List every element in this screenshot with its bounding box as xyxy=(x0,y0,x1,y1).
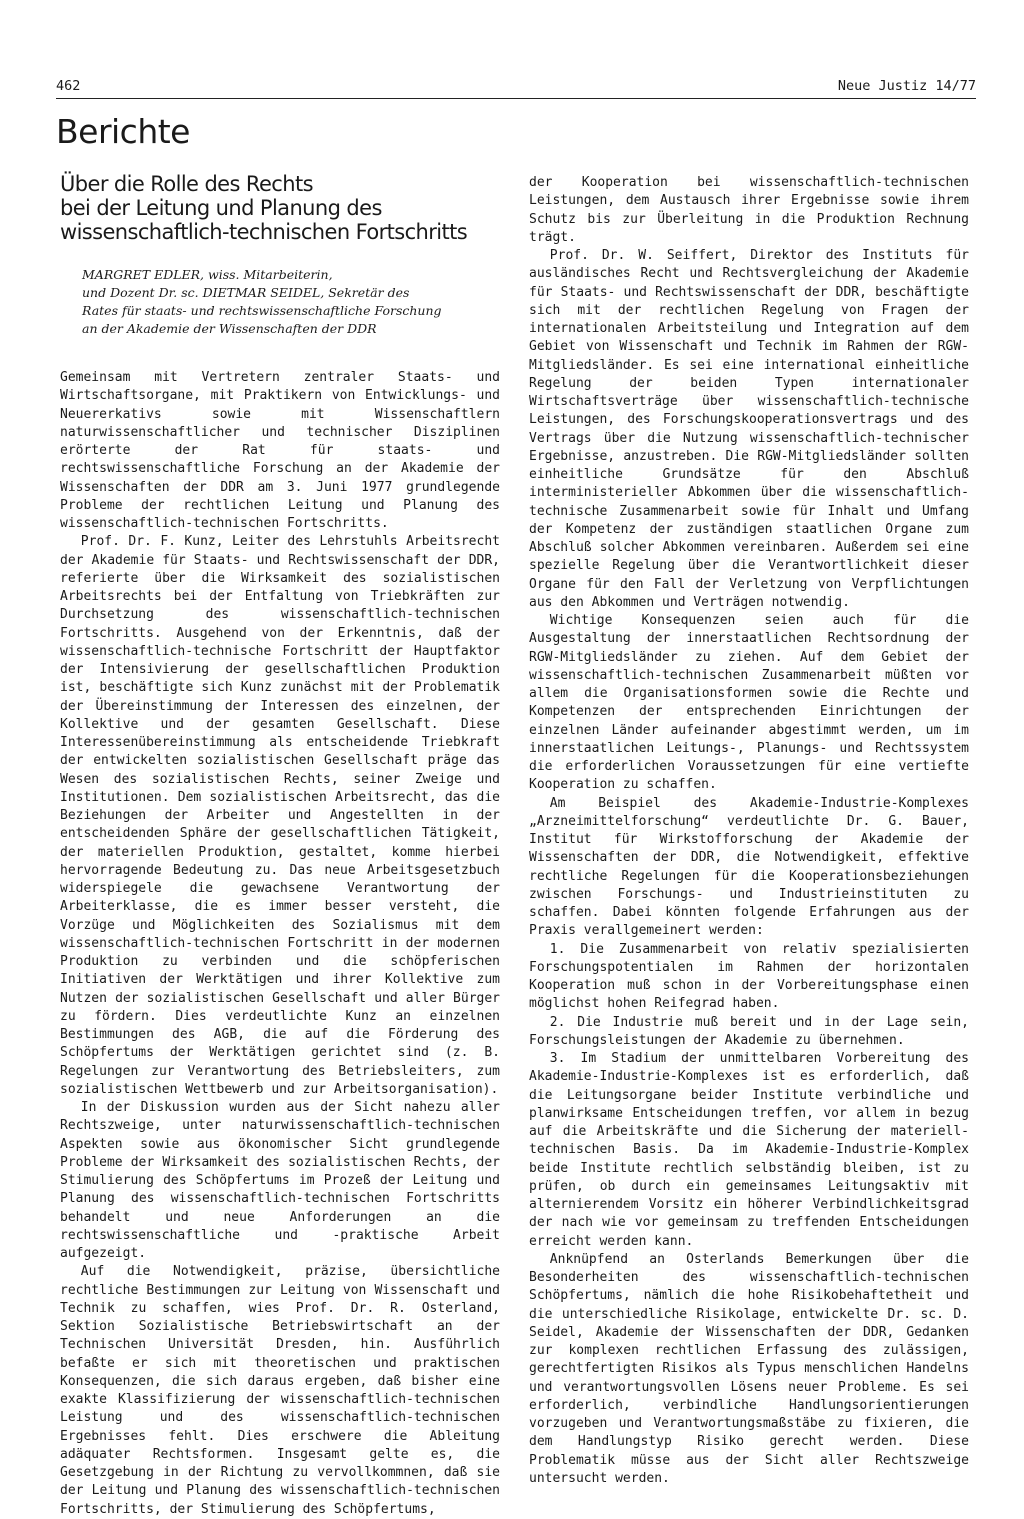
journal-issue: Neue Justiz 14/77 xyxy=(837,78,976,94)
body-paragraph: Anknüpfend an Osterlands Bemerkungen über die Besonderheiten des wissenschaftlich-technischen Schöpfertums, nämlich die hohe Risikobehaftetheit und die unterschiedliche Risikolage, entwickelte Dr. sc. D. Seidel, Akademie der Wissenschaften der DDR, Gedanken zur komplexen rechtlichen Erfassung des zulässigen, gerechtfertigten Risikos als Typus menschlichen Handelns und verantwortungsvollen Lösens neuer Probleme. Es sei erforderlich, verbindliche Handlungsorientierungen vorzugeben und Verantwortungsmaßstäbe zu fixieren, die dem Handlungstyp Risiko gerecht werden. Diese Problematik müsse aus der Sicht aller Rechtszweige untersucht werden. xyxy=(529,1251,969,1486)
author-line: und Dozent Dr. sc. DIETMAR SEIDEL, Sekretär des xyxy=(82,285,410,300)
body-paragraph: der Kooperation bei wissenschaftlich-technischen Leistungen, dem Austausch ihrer Ergebnisse sowie ihrem Schutz bis zur Überleitung in die Produktion Rechnung trägt. xyxy=(529,175,969,245)
section-title: Berichte xyxy=(56,112,190,151)
body-paragraph: Prof. Dr. W. Seiffert, Direktor des Instituts für ausländisches Recht und Rechtsvergleichung der Akademie für Staats- und Rechtswissenschaft der DDR, beschäftigte sich mit der rechtlichen Regelung von Fragen der internationalen Arbeitsteilung und Integration auf dem Gebiet von Wissenschaft und Technik im Rahmen der RGW-Mitgliedsländer. Es sei eine international einheitliche Regelung der beiden Typen internationaler Wirtschaftsverträge über wissenschaftlich-technische Leistungen, des Forschungskooperationsvertrags und des Vertrags über die Nutzung wissenschaftlich-technischer Ergebnisse, anzustreben. Die RGW-Mitgliedsländer sollten einheitliche Grundsätze für den Abschluß interministerieller Abkommen über die wissenschaftlich-technische Zusammenarbeit sowie für Inhalt und Umfang der Kompetenz der zuständigen staatlichen Organe zum Abschluß solcher Abkommen vereinbaren. Außerdem sei eine spezielle Regelung über die Verantwortlichkeit dieser Organe für den Fall der Verletzung von Verpflichtungen aus den Abkommen und Verträgen notwendig. xyxy=(529,248,969,610)
body-paragraph: Gemeinsam mit Vertretern zentraler Staats- und Wirtschaftsorgane, mit Praktikern von Entwicklungs- und Neuererkativs sowie mit Wissenschaftlern naturwissenschaftlicher und technischer Disziplinen erörterte der Rat für staats- und rechtswissenschaftliche Forschung an der Akademie der Wissenschaften der DDR am 3. Juni 1977 grundlegende Probleme der rechtlichen Leitung und Planung des wissenschaftlich-technischen Fortschritts. xyxy=(60,370,500,531)
author-line: MARGRET EDLER, wiss. Mitarbeiterin, xyxy=(82,267,333,282)
author-line: Rates für staats- und rechtswissenschaftliche Forschung xyxy=(82,303,442,318)
list-item: 3. Im Stadium der unmittelbaren Vorbereitung des Akademie-Industrie-Komplexes ist es erforderlich, daß die Leitungsorgane beider Institute verbindliche und planwirksame Entscheidungen treffen, vor allem in bezug auf die Arbeitskräfte und die Sicherung der materiell-technischen Basis. Da im Akademie-Industrie-Komplex beide Institute rechtlich selbständig bleiben, ist zu prüfen, ob durch ein gemeinsames Leitungsaktiv mit alternierendem Vorsitz ein höherer Verbindlichkeitsgrad der nach wie vor gemeinsam zu treffenden Entscheidungen erreicht werden kann. xyxy=(529,1051,969,1249)
author-line: an der Akademie der Wissenschaften der DDR xyxy=(82,321,377,336)
body-paragraph: Auf die Notwendigkeit, präzise, übersichtliche rechtliche Bestimmungen zur Leitung von Wissenschaft und Technik zu schaffen, wies Prof. Dr. R. Osterland, Sektion Sozialistische Betriebswirtschaft an der Technischen Universität Dresden, hin. Ausführlich befaßte er sich mit theoretischen und praktischen Konsequenzen, die sich daraus ergeben, daß bisher eine exakte Klassifizierung der wissenschaftlich-technischen Leistung und des wissenschaftlich-technischen Ergebnisses fehlt. Dies erschwere die Ableitung adäquater Rechtsformen. Insgesamt gelte es, die Gesetzgebung in der Richtung zu vervollkommnen, daß sie der Leitung und Planung des wissenschaftlich-technischen Fortschritts, der Stimulierung des Schöpfertums, xyxy=(60,1264,500,1517)
article-title-line: Über die Rolle des Rechts xyxy=(60,172,313,196)
page-header xyxy=(56,76,976,99)
body-paragraph: Am Beispiel des Akademie-Industrie-Komplexes „Arzneimittelforschung“ verdeutlichte Dr. G. Bauer, Institut für Wirkstofforschung der Akademie der Wissenschaften der DDR, die Notwendigkeit, effektive rechtliche Regelungen für die Kooperationsbeziehungen zwischen Forschungs- und Industrieinstituten zu schaffen. Dabei könnten folgende Erfahrungen aus der Praxis verallgemeinert werden: xyxy=(529,795,969,939)
body-paragraph: In der Diskussion wurden aus der Sicht nahezu aller Rechtszweige, unter naturwissenschaftlich-technischen Aspekten sowie aus ökonomischer Sicht grundlegende Probleme der Wirksamkeit des sozialistischen Rechts, der Stimulierung des Schöpfertums im Prozeß der Leitung und Planung des wissenschaftlich-technischen Fortschritts behandelt und neue Anforderungen an die rechtswissenschaftliche und -praktische Arbeit aufgezeigt. xyxy=(60,1100,500,1261)
article-title-line: wissenschaftlich-technischen Fortschritts xyxy=(60,220,468,244)
page-number: 462 xyxy=(56,78,81,94)
article-authors xyxy=(82,266,492,338)
left-column xyxy=(60,369,500,1519)
body-paragraph: Wichtige Konsequenzen seien auch für die Ausgestaltung der innerstaatlichen Rechtsordnung der RGW-Mitgliedsländer zu ziehen. Auf dem Gebiet der wissenschaftlich-technischen Zusammenarbeit müßten vor allem die Organisationsformen sowie die Rechte und Kompetenzen der entsprechenden Einrichtungen der einzelnen Länder aufeinander abgestimmt werden, um im innerstaatlichen Leitungs-, Planungs- und Rechtssystem die erforderlichen Voraussetzungen für eine vertiefte Kooperation zu schaffen. xyxy=(529,613,969,793)
right-column xyxy=(529,174,969,1488)
list-item: 2. Die Industrie muß bereit und in der Lage sein, Forschungsleistungen der Akademie zu übernehmen. xyxy=(529,1014,969,1048)
article-title xyxy=(60,172,500,244)
body-paragraph: Prof. Dr. F. Kunz, Leiter des Lehrstuhls Arbeitsrecht der Akademie für Staats- und Rechtswissenschaft der DDR, referierte über die Wirksamkeit des sozialistischen Arbeitsrechts bei der Entfaltung von Triebkräften zur Durchsetzung des wissenschaftlich-technischen Fortschritts. Ausgehend von der Erkenntnis, daß der wissenschaftlich-technische Fortschritt der Hauptfaktor der Intensivierung der gesellschaftlichen Produktion ist, beschäftigte sich Kunz zunächst mit der Problematik der Übereinstimmung der Interessen des einzelnen, der Kollektive und der gesamten Gesellschaft. Diese Interessenübereinstimmung als entscheidende Triebkraft der entwickelten sozialistischen Gesellschaft präge das Wesen des sozialistischen Rechts, seiner Zweige und Institutionen. Dem sozialistischen Arbeitsrecht, das die Beziehungen der Arbeiter und Angestellten in der entscheidenden Sphäre der gesellschaftlichen Tätigkeit, der materiellen Produktion, gestaltet, komme hierbei hervorragende Bedeutung zu. Das neue Arbeitsgesetzbuch widerspiegele die gewachsene Verantwortung der Arbeiterklasse, die es immer besser versteht, die Vorzüge und Möglichkeiten des Sozialismus mit dem wissenschaftlich-technischen Fortschritt in der modernen Produktion zu verbinden und die schöpferischen Initiativen der Werktätigen und ihrer Kollektive zum Nutzen der sozialistischen Gesellschaft und aller Bürger zu fördern. Dies verdeutlichte Kunz an einzelnen Bestimmungen des AGB, die auf die Förderung des Schöpfertums der Werktätigen gerichtet sind (z. B. Regelungen zur Verantwortung des Betriebsleiters, zum sozialistischen Wettbewerb und zur Arbeitsorganisation). xyxy=(60,534,500,1097)
list-item: 1. Die Zusammenarbeit von relativ spezialisierten Forschungspotentialen im Rahmen der horizontalen Kooperation muß schon in der Vorbereitungsphase einen möglichst hohen Reifegrad haben. xyxy=(529,941,969,1012)
article-title-line: bei der Leitung und Planung des xyxy=(60,196,382,220)
